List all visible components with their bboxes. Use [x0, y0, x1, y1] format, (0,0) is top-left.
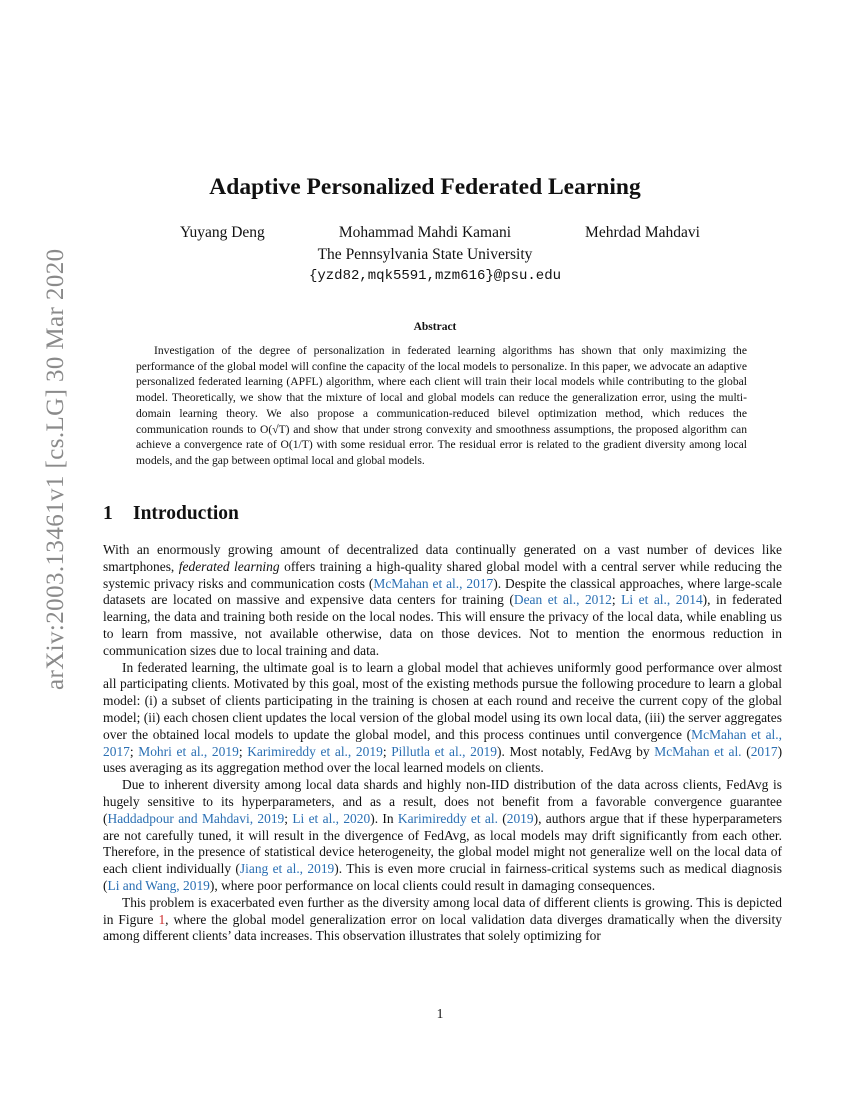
- citation-link[interactable]: Haddadpour and Mahdavi, 2019: [107, 810, 285, 826]
- text-run: ) uses averaging as its aggregation method over the local learned models on clients.: [103, 743, 783, 776]
- abstract-heading: Abstract: [413, 321, 457, 333]
- body-paragraph: [103, 542, 782, 660]
- emphasis-text: federated learning: [178, 558, 280, 574]
- text-run: With an enormously growing amount of decentralized data continually generated on a vast number of devices like smartphones,: [103, 542, 782, 574]
- text-run: (: [741, 743, 751, 759]
- text-run: ;: [284, 810, 293, 826]
- page-number: 1: [436, 1006, 444, 1021]
- affiliation: The Pennsylvania State University: [317, 246, 533, 263]
- text-run: Due to inherent diversity among local data shards and highly non-IID distribution of the data across clients, FedAvg is hugely sensitive to its hyperparameters, and as a result, does not benefit from a favorable convergence guarantee (: [103, 777, 782, 826]
- author-name: Yuyang Deng: [180, 224, 265, 241]
- text-run: ). Despite the classical approaches, where large-scale datasets are located on massive and expensive data centers for training (: [103, 575, 782, 608]
- section-heading: [103, 503, 239, 525]
- text-run: ;: [611, 592, 622, 608]
- author-emails: {yzd82,mqk5591,mzm616}@psu.edu: [308, 268, 562, 284]
- text-run: ;: [238, 743, 248, 759]
- arxiv-stamp-text: arXiv:2003.13461v1 [cs.LG] 30 Mar 2020: [42, 248, 69, 690]
- text-run: offers training a high-quality shared global model with a central server while reducing the systemic privacy risks and communication costs (: [103, 558, 782, 591]
- citation-link[interactable]: Li and Wang, 2019: [107, 877, 210, 893]
- citation-link[interactable]: Jiang et al., 2019: [239, 861, 335, 877]
- citation-link[interactable]: McMahan et al.: [654, 743, 742, 759]
- author-name: Mohammad Mahdi Kamani: [338, 224, 512, 241]
- section-title: Introduction: [133, 503, 239, 524]
- body-paragraph: [103, 777, 782, 895]
- body-paragraph: [103, 660, 782, 778]
- text-run: ), authors argue that if these hyperparameters are not carefully tuned, it will result in the divergence of FedAvg, as local models may drift significantly from each other. Therefore, in the presence of statistical device heterogeneity, the global model might not generalize well on the local data of each client individually (: [103, 810, 783, 877]
- text-run: In federated learning, the ultimate goal is to learn a global model that achieves uniformly good performance over almost all participating clients. Motivated by this goal, most of the existing methods pursue the following procedure to learn a global model: (i) a subset of clients participating in the training is chosen at each round and receive the current copy of the global model; (ii) each chosen client updates the local version of the global model using its own local data, (iii) the server aggregates over the obtained local models to update the global model, and this process continues until convergence (: [103, 659, 782, 742]
- text-run: , where the global model generalization error on local validation data diverges dramatically when the diversity among different clients’ data increases. This observation illustrates that solely optimizing for: [103, 911, 782, 944]
- text-run: ), where poor performance on local clients could result in damaging consequences.: [209, 877, 656, 893]
- citation-link[interactable]: McMahan et al., 2017: [373, 575, 494, 591]
- text-run: ;: [129, 743, 139, 759]
- citation-link[interactable]: Pillutla et al., 2019: [391, 743, 497, 759]
- text-run: ), in federated learning, the data and training both reside on the local nodes. This will ensure the privacy of the local data, while enabling us to learn from massive, not available otherwise, data on those devices. Not to mention the enormous reduction in communication sizes due to local training and data.: [103, 592, 783, 658]
- text-run: ). In: [370, 810, 398, 826]
- citation-link[interactable]: Li et al., 2020: [292, 810, 371, 826]
- citation-link[interactable]: McMahan et al., 2017: [103, 726, 783, 759]
- citation-link[interactable]: Karimireddy et al., 2019: [247, 743, 383, 759]
- text-run: This problem is exacerbated even further as the diversity among local data of different clients is growing. This is depicted in Figure: [103, 894, 782, 927]
- author-name: Mehrdad Mahdavi: [585, 224, 700, 241]
- abstract-text: Investigation of the degree of personalization in federated learning algorithms has shown that only maximizing the performance of the global model will confine the capacity of the local models to personalize. In this paper, we advocate an adaptive personalized federated learning (APFL) algorithm, where each client will train their local models while contributing to the global model. Theoretically, we show that the mixture of local and global models can reduce the generalization error, using the multi-domain learning theory. We also propose a communication-reduced bilevel optimization method, which reduces the communication rounds to O(√T) and show that under strong convexity and smoothness assumptions, the proposed algorithm can achieve a convergence rate of O(1/T) with some residual error. The residual error is related to the gradient diversity among local models, and the gap between optimal local and global models.: [136, 344, 747, 467]
- citation-link[interactable]: Li et al., 2014: [621, 592, 703, 608]
- citation-link[interactable]: 2019: [506, 810, 534, 826]
- citation-link[interactable]: Karimireddy et al.: [397, 810, 498, 826]
- text-run: ). Most notably, FedAvg by: [496, 743, 655, 759]
- text-run: ). This is even more crucial in fairness-critical systems such as medical diagnosis (: [103, 861, 782, 893]
- body-paragraph: [103, 895, 782, 945]
- figure-reference-link[interactable]: 1: [158, 911, 166, 927]
- paper-title: Adaptive Personalized Federated Learning: [209, 174, 641, 200]
- citation-link[interactable]: Mohri et al., 2019: [138, 743, 239, 759]
- section-number: 1: [103, 503, 113, 524]
- introduction-body: [103, 542, 782, 945]
- text-run: (: [497, 810, 507, 826]
- citation-link[interactable]: Dean et al., 2012: [513, 592, 612, 608]
- text-run: ;: [382, 743, 392, 759]
- citation-link[interactable]: 2017: [750, 743, 778, 759]
- author-list: [180, 224, 700, 242]
